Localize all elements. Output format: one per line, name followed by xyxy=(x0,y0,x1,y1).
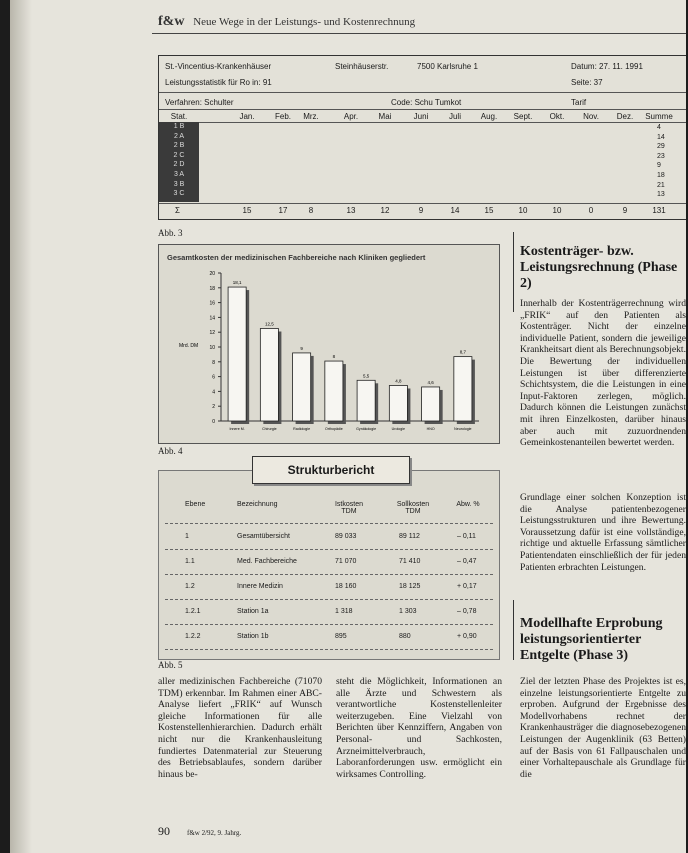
column-header: Mai xyxy=(378,112,392,121)
method-label: Verfahren: Schulter xyxy=(165,98,234,107)
bar xyxy=(293,353,311,421)
body-text-col1: aller medizinischen Fachbereiche (71070 TDM) erkennbar. Im Rahmen einer ABC-Analyse liefert „FRIK“ auf Wunsch gleiche Informationen für alle Kostenstellenhierarchien. Dadurch erhält nicht nur die Krankenhausleitung fundiertes Datenmaterial zur Steuerung des Betriebsablaufes, sondern darüber hinaus be- xyxy=(158,676,322,780)
page-spine-shadow xyxy=(10,0,32,853)
hospital-name: St.-Vincentius-Krankenhäuser xyxy=(165,62,272,71)
station-label: 3 B xyxy=(173,180,185,188)
struktur-cell: Med. Fachbereiche xyxy=(237,558,297,565)
section-a-paragraph-1: Innerhalb der Kostenträgerrechnung wird „FRIK“ auf den Patienten als Kostenträger. Nicht der einzelne individuelle Patient, sondern die jeweilige Krankheitsart dient als Berechnungsobjekt. Die Bewertung der individuellen Leistungen ist über differenzierte Schichtsystem, die die Leistungen in eine Input-Faktoren zerlegen, möglich. Dadurch können die Leistungen zunächst mit ihren Einzelkosten, darüber hinaus aber auch mit zuzuordnenden Gemeinkostenanteilen bewertet werden. xyxy=(520,298,686,449)
column-header: Feb. xyxy=(274,112,291,121)
column-sum: 8 xyxy=(308,206,314,215)
page-number: Seite: 37 xyxy=(571,78,603,87)
column-sum: 14 xyxy=(450,206,460,215)
struktur-cell: 71 070 xyxy=(335,558,357,565)
column-sum: 17 xyxy=(278,206,288,215)
column-sum: 131 xyxy=(652,206,666,215)
page-number-footer: 90 xyxy=(158,824,170,838)
column-header: Jan. xyxy=(239,112,255,121)
column-sum: 9 xyxy=(622,206,628,215)
category-label: Neurologie xyxy=(454,427,472,431)
row-total: 18 xyxy=(657,172,665,179)
y-tick-label: 0 xyxy=(212,419,215,425)
struktur-cell: – 0,78 xyxy=(457,608,477,615)
category-label: Gynäkologie xyxy=(356,427,377,431)
column-header: Stat. xyxy=(170,112,188,121)
bar-value-label: 18,1 xyxy=(232,280,242,286)
struktur-cell: Station 1a xyxy=(237,608,269,615)
struktur-cell: Station 1b xyxy=(237,633,269,640)
category-label: Radiologie xyxy=(293,427,311,431)
column-sum: 10 xyxy=(518,206,528,215)
bar-value-label: 9 xyxy=(300,345,303,351)
struktur-cell: 1 xyxy=(185,533,189,540)
strukturbericht-table xyxy=(158,470,500,660)
running-header xyxy=(158,14,415,30)
running-header-title: Neue Wege in der Leistungs- und Kostenrechnung xyxy=(193,16,416,28)
bar xyxy=(422,387,440,421)
column-header: Mrz. xyxy=(303,112,319,121)
city: 7500 Karlsruhe 1 xyxy=(417,62,478,71)
struktur-cell: 18 160 xyxy=(335,583,357,590)
category-label: Urologie xyxy=(391,427,406,431)
station-label: 1 B xyxy=(173,123,185,130)
struktur-cell: 1 303 xyxy=(399,608,417,615)
struktur-cell: 895 xyxy=(335,633,347,640)
column-sum: 15 xyxy=(484,206,494,215)
column-header: Okt. xyxy=(549,112,565,121)
cost-chart xyxy=(158,244,500,444)
leistungsstatistik-table xyxy=(158,55,686,220)
station-label: 3 A xyxy=(173,170,185,178)
chart-canvas xyxy=(159,245,499,443)
bar-value-label: 4,8 xyxy=(395,378,402,384)
margin-rule-a xyxy=(513,232,514,312)
y-tick-label: 6 xyxy=(212,374,215,381)
y-tick-label: 4 xyxy=(212,389,215,396)
y-tick-label: 12 xyxy=(209,330,215,337)
row-total: 23 xyxy=(657,152,665,160)
code-label: Code: Schu Tumkot xyxy=(391,98,462,107)
figure-label-3: Abb. 3 xyxy=(158,228,183,238)
station-label: 2 A xyxy=(173,132,185,140)
col-abweichung: Abw. % xyxy=(456,501,480,508)
page-footer xyxy=(158,824,241,839)
figure-label-5: Abb. 5 xyxy=(158,660,183,670)
category-label: Innere M. xyxy=(229,427,245,431)
struktur-cell: 1.2.2 xyxy=(185,633,201,640)
column-header: Sept. xyxy=(513,112,533,121)
bar-value-label: 8,7 xyxy=(459,349,467,355)
struktur-cell: 71 410 xyxy=(399,558,421,565)
column-sum: 10 xyxy=(552,206,562,215)
col-ebene: Ebene xyxy=(185,501,206,508)
struktur-cell: + 0,17 xyxy=(457,583,477,590)
row-total: 29 xyxy=(657,143,665,151)
heading-modellhafte-erprobung: Modellhafte Erprobung leistungsorientierter Entgelte (Phase 3) xyxy=(520,616,663,663)
station-label: 2 D xyxy=(173,161,185,169)
station-label: 3 C xyxy=(173,190,185,198)
y-tick-label: 18 xyxy=(209,285,215,292)
struktur-cell: 1.2.1 xyxy=(185,608,201,615)
journal-logo: f&w xyxy=(158,14,185,29)
column-header: Nov. xyxy=(583,112,599,121)
column-header: Apr. xyxy=(343,112,359,121)
row-total: 14 xyxy=(657,133,665,141)
column-header: Juni xyxy=(413,112,429,121)
y-tick-label: 14 xyxy=(209,315,215,322)
column-sum: 9 xyxy=(418,206,424,215)
bar xyxy=(357,380,375,421)
struktur-cell: 1 318 xyxy=(335,608,353,615)
struktur-cell: Innere Medizin xyxy=(237,583,283,590)
station-label: 2 C xyxy=(173,151,185,159)
column-header: Juli xyxy=(448,112,461,121)
chart-title: Gesamtkosten der medizinischen Fachbereiche nach Kliniken gegliedert xyxy=(167,253,426,262)
station-column xyxy=(159,122,199,202)
row-total: 4 xyxy=(657,124,661,131)
struktur-cell: Gesamtübersicht xyxy=(237,533,290,540)
station-label: 2 B xyxy=(173,142,185,150)
category-label: HNO xyxy=(426,427,435,431)
struktur-cell: + 0,90 xyxy=(457,633,477,640)
y-tick-label: 2 xyxy=(212,404,215,411)
bar-value-label: 5,5 xyxy=(362,373,370,379)
column-sum: 13 xyxy=(346,206,356,215)
struktur-cell: 18 125 xyxy=(399,583,421,590)
bar-value-label: 8 xyxy=(332,354,336,360)
struktur-cell: – 0,47 xyxy=(457,558,477,565)
y-tick-label: 8 xyxy=(212,359,215,366)
y-axis-label: Mrd. DM xyxy=(179,343,199,349)
statistic-label: Leistungsstatistik für Ro in: 91 xyxy=(165,78,272,87)
bar xyxy=(260,329,278,422)
body-text-col2: steht die Möglichkeit, Informationen an alle Ärzte und Schwestern als verantwortliche Kostenstellenleiter weiterzugeben. Eine Vielzahl von Berichten über Kennziffern, Angaben von Personal- und Sachkosten, Arzneimittelverbrauch, Laboranforderungen usw. ermöglicht ein wirksames Controlling. xyxy=(336,676,502,780)
scanned-page xyxy=(10,0,686,853)
bar xyxy=(228,287,246,421)
struktur-cell: 1.1 xyxy=(185,558,195,565)
column-header: Summe xyxy=(645,112,673,121)
sum-label: Σ xyxy=(175,206,180,215)
col-istkosten: Istkosten TDM xyxy=(334,501,363,515)
column-header: Aug. xyxy=(480,112,498,121)
y-tick-label: 10 xyxy=(209,345,215,351)
col-bezeichnung: Bezeichnung xyxy=(237,501,278,508)
category-label: Orthopädie xyxy=(324,427,343,431)
struktur-cell: 1.2 xyxy=(185,583,195,590)
section-b-paragraph-1: Ziel der letzten Phase des Projektes ist es, einzelne leistungsorientierte Entgelte zu erproben. Aufgrund der Ergebnisse des Modellvorhabens rechnet der Krankenhausträger die diagnosebezogenen Leistungen der Augenklinik (63 Betten) auf der Basis von 61 Fallpauschalen und einer Vorhaltepauschale als Grundlage für die xyxy=(520,676,686,780)
column-sum: 15 xyxy=(242,206,252,215)
row-total: 13 xyxy=(657,191,665,199)
section-a-paragraph-2: Grundlage einer solchen Konzeption ist die Analyse patientenbezogener Leistungsstrukturen und ihre Bewertung. Voraussetzung dafür ist eine vollständige, richtige und aktuelle Erfassung sämtlicher Patientendaten einschließlich der für jeden Patienten erbrachten Leistungen. xyxy=(520,492,686,573)
figure-label-4: Abb. 4 xyxy=(158,446,183,456)
bar xyxy=(389,385,407,421)
row-total: 9 xyxy=(657,162,661,170)
category-label: Chirurgie xyxy=(262,427,277,431)
struktur-cell: 89 112 xyxy=(399,533,420,540)
y-tick-label: 20 xyxy=(209,271,215,277)
print-date: Datum: 27. 11. 1991 xyxy=(571,62,643,71)
journal-citation: f&w 2/92, 9. Jahrg. xyxy=(187,829,242,837)
margin-rule-b xyxy=(513,600,514,660)
bar-value-label: 12,5 xyxy=(264,321,274,327)
column-sum: 0 xyxy=(588,206,594,215)
column-sum: 12 xyxy=(380,206,390,215)
struktur-cell: 89 033 xyxy=(335,533,357,540)
y-tick-label: 16 xyxy=(209,300,215,307)
strukturbericht-title: Strukturbericht xyxy=(252,456,410,484)
col-sollkosten: Sollkosten TDM xyxy=(396,501,430,515)
bar xyxy=(325,361,343,421)
heading-kostentraeger: Kostenträger- bzw. Leistungsrechnung (Phase 2) xyxy=(520,244,678,291)
bar-value-label: 4,6 xyxy=(427,379,434,385)
row-total: 21 xyxy=(657,181,665,189)
column-header: Dez. xyxy=(616,112,634,121)
struktur-cell: – 0,11 xyxy=(457,533,476,540)
street: Steinhäuserstr. xyxy=(335,62,389,71)
tarif-label: Tarif xyxy=(571,98,587,107)
header-rule xyxy=(152,33,686,34)
struktur-cell: 880 xyxy=(399,633,411,640)
bar xyxy=(454,357,472,421)
